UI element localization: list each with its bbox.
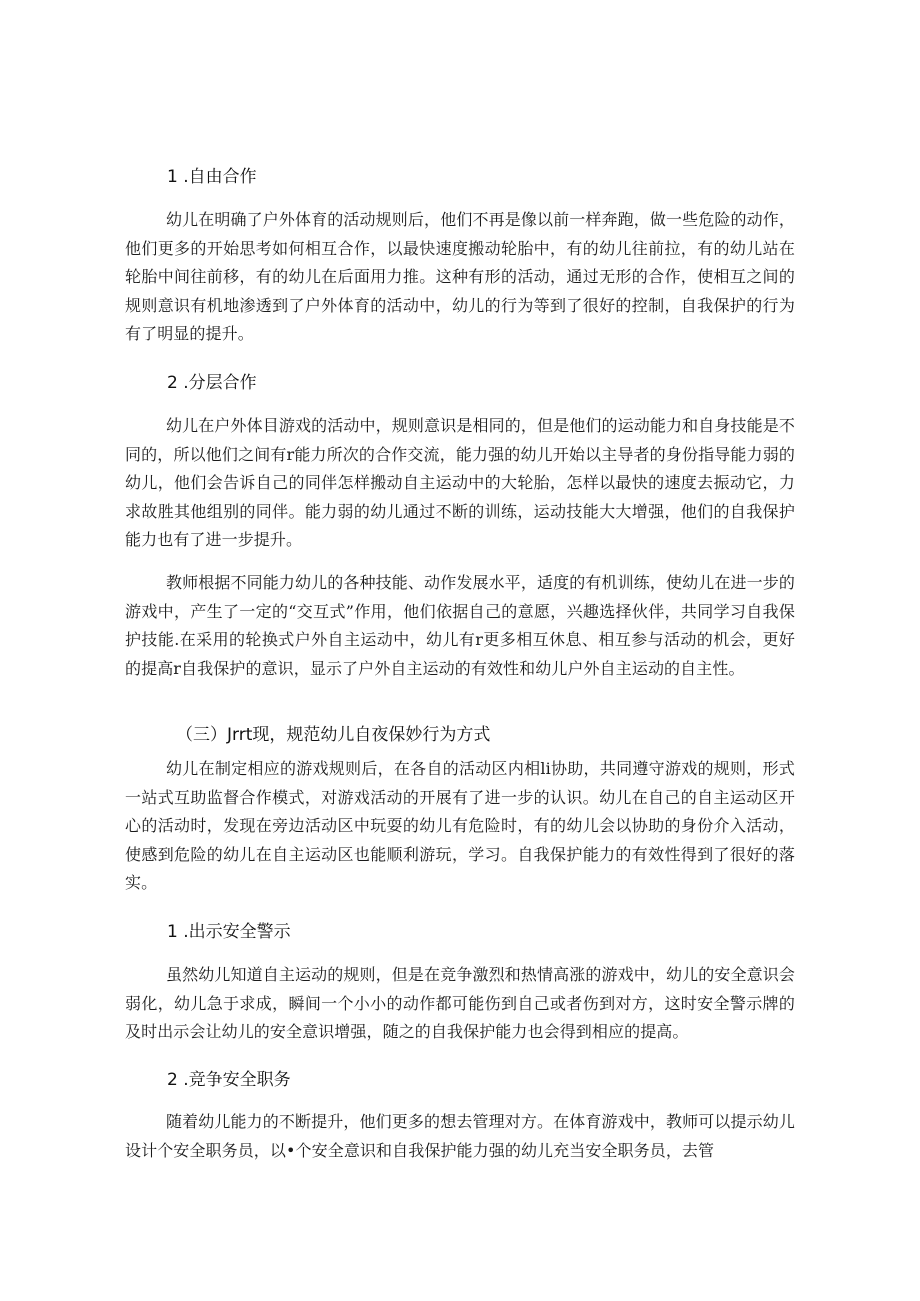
heading-safety-warning: 1 .出示安全警示 (167, 922, 291, 942)
heading-free-cooperation: 1 .自由合作 (167, 167, 257, 187)
heading-section-three: （三）Jrrt现，规范幼儿自夜保妙行为方式 (176, 725, 491, 745)
heading-layered-cooperation: 2 .分层合作 (167, 373, 257, 393)
paragraph: 虽然幼儿知道自主运动的规则，但是在竞争激烈和热情高涨的游戏中，幼儿的安全意识会弱化，幼儿急于求成，瞬间一个小小的动作都可能伤到自己或者伤到对方，这时安全警示牌的及时出示会让幼儿的安全意识增强，随之的自我保护能力也会得到相应的提高。 (125, 965, 795, 1041)
paragraph: 教师根据不同能力幼儿的各种技能、动作发展水平，适度的有机训练，使幼儿在进一步的游戏中，产生了一定的“交互式”作用，他们依据自己的意愿，兴趣选择伙伴，共同学习自我保护技能.在采用的轮换式户外自主运动中，幼儿有r更多相互休息、相互参与活动的机会，更好的提高r自我保护的意识，显示了户外自主运动的有效性和幼儿户外自主运动的自主性。 (125, 573, 795, 678)
heading-safety-duty: 2 .竞争安全职务 (167, 1070, 291, 1090)
paragraph: 幼儿在明确了户外体育的活动规则后，他们不再是像以前一样奔跑，做一些危险的动作，他们更多的开始思考如何相互合作，以最快速度搬动轮胎中，有的幼儿往前拉，有的幼儿站在轮胎中间往前移，有的幼儿在后面用力推。这种有形的活动，通过无形的合作，使相互之间的规则意识有机地渗透到了户外体育的活动中，幼儿的行为等到了很好的控制，自我保护的行为有了明显的提升。 (125, 210, 795, 343)
paragraph: 随着幼儿能力的不断提升，他们更多的想去管理对方。在体育游戏中，教师可以提示幼儿设计个安全职务员，以•个安全意识和自我保护能力强的幼儿充当安全职务员，去管 (125, 1112, 795, 1160)
paragraph: 幼儿在户外体目游戏的活动中，规则意识是相同的，但是他们的运动能力和自身技能是不同的，所以他们之间有r能力所次的合作交流，能力强的幼儿开始以主导者的身份指导能力弱的幼儿，他们会告诉自己的同伴怎样搬动自主运动中的大轮胎，怎样以最快的速度去振动它，力求故胜其他组别的同伴。能力弱的幼儿通过不断的训练，运动技能大大增强，他们的自我保护能力也有了进一步提升。 (125, 416, 795, 549)
paragraph: 幼儿在制定相应的游戏规则后，在各自的活动区内相li协助，共同遵守游戏的规则，形式一站式互助监督合作模式，对游戏活动的开展有了进一步的认识。幼儿在自己的自主运动区开心的活动时，发现在旁边活动区中玩耍的幼儿有危险时，有的幼儿会以协助的身份介入活动，使感到危险的幼儿在自主运动区也能顺利游玩，学习。自我保护能力的有效性得到了很好的落实。 (125, 759, 795, 892)
